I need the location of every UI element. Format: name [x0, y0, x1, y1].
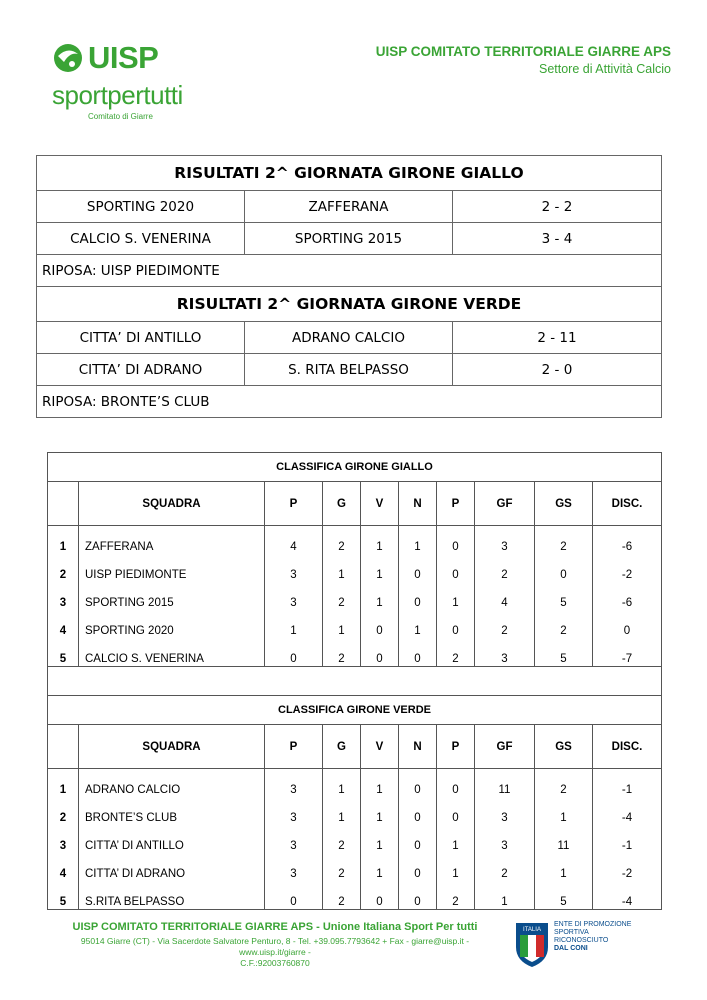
footer-address [50, 936, 500, 969]
rank-cell: 1 [48, 769, 79, 798]
match-away: ZAFFERANA [245, 191, 453, 223]
results-title-giallo: RISULTATI 2^ GIORNATA GIRONE GIALLO [37, 156, 662, 191]
table-row [48, 582, 662, 610]
match-score: 2 - 2 [453, 191, 662, 223]
rank-cell: 5 [48, 638, 79, 667]
stat-cell: -7 [593, 638, 662, 667]
rank-cell: 5 [48, 881, 79, 910]
standings-header-row [48, 725, 662, 769]
footer-address-line: 95014 Giarre (CT) - Via Sacerdote Salvatore Penturo, 8 - Tel. +39.095.7793642 + Fax - giarre@uisp.it - www.uisp.it/giarre - [80, 936, 470, 957]
stat-cell: 2 [535, 526, 593, 555]
coni-line: SPORTIVA [554, 929, 589, 936]
column-header: GS [535, 725, 593, 769]
stat-cell: 2 [475, 554, 535, 582]
match-away: S. RITA BELPASSO [245, 354, 453, 386]
footer-org-line: UISP COMITATO TERRITORIALE GIARRE APS - Unione Italiana Sport Per tutti [72, 921, 478, 933]
match-home: CITTA’ DI ADRANO [37, 354, 245, 386]
column-header: SQUADRA [79, 725, 265, 769]
group-separator [48, 667, 662, 696]
org-subtitle: Settore di Attività Calcio [538, 62, 671, 76]
org-title: UISP COMITATO TERRITORIALE GIARRE APS [375, 44, 671, 59]
stat-cell: 1 [323, 769, 361, 798]
stat-cell: 4 [475, 582, 535, 610]
coni-line: DAL CONI [554, 945, 588, 952]
stat-cell: 1 [437, 825, 475, 853]
stat-cell: 0 [265, 881, 323, 910]
stat-cell: 0 [399, 769, 437, 798]
team-cell: ADRANO CALCIO [79, 769, 265, 798]
column-header: P [265, 725, 323, 769]
rank-header [48, 725, 79, 769]
team-cell: CALCIO S. VENERINA [79, 638, 265, 667]
results-table [36, 155, 662, 418]
team-cell: ZAFFERANA [79, 526, 265, 555]
stat-cell: 1 [361, 825, 399, 853]
stat-cell: 0 [437, 526, 475, 555]
table-row [48, 825, 662, 853]
table-row [48, 554, 662, 582]
stat-cell: 0 [399, 582, 437, 610]
rest-team-giallo: RIPOSA: UISP PIEDIMONTE [37, 255, 662, 287]
stat-cell: 0 [399, 881, 437, 910]
footer-tax-code: C.F.:92003760870 [240, 958, 310, 968]
rank-header [48, 482, 79, 526]
stat-cell: 3 [475, 797, 535, 825]
stat-cell: 2 [475, 610, 535, 638]
stat-cell: 1 [323, 610, 361, 638]
stat-cell: 1 [475, 881, 535, 910]
column-header: DISC. [593, 482, 662, 526]
stat-cell: 3 [265, 797, 323, 825]
rank-cell: 4 [48, 610, 79, 638]
stat-cell: 1 [361, 582, 399, 610]
team-cell: CITTA’ DI ADRANO [79, 853, 265, 881]
team-cell: BRONTE’S CLUB [79, 797, 265, 825]
column-header: GS [535, 482, 593, 526]
stat-cell: 0 [399, 554, 437, 582]
stat-cell: 2 [437, 881, 475, 910]
match-away: SPORTING 2015 [245, 223, 453, 255]
column-header: P [265, 482, 323, 526]
rank-cell: 3 [48, 825, 79, 853]
table-row [48, 769, 662, 798]
stat-cell: 0 [399, 638, 437, 667]
stat-cell: 2 [475, 853, 535, 881]
match-row [37, 354, 662, 386]
stat-cell: 2 [323, 881, 361, 910]
stat-cell: 0 [437, 610, 475, 638]
rest-team-verde: RIPOSA: BRONTE’S CLUB [37, 386, 662, 418]
coni-line: RICONOSCIUTO [554, 937, 609, 944]
stat-cell: -4 [593, 881, 662, 910]
stat-cell: 3 [265, 769, 323, 798]
stat-cell: 1 [437, 853, 475, 881]
stat-cell: 3 [265, 853, 323, 881]
stat-cell: 0 [361, 881, 399, 910]
stat-cell: 2 [323, 638, 361, 667]
column-header: SQUADRA [79, 482, 265, 526]
stat-cell: 0 [593, 610, 662, 638]
stat-cell: 1 [323, 797, 361, 825]
results-title-verde: RISULTATI 2^ GIORNATA GIRONE VERDE [37, 287, 662, 322]
column-header: P [437, 482, 475, 526]
column-header: G [323, 482, 361, 526]
stat-cell: 3 [475, 825, 535, 853]
stat-cell: 0 [265, 638, 323, 667]
column-header: V [361, 482, 399, 526]
stat-cell: 3 [265, 825, 323, 853]
logo-sportpertutti-text: sportpertutti [52, 80, 183, 110]
standings-table [47, 452, 662, 910]
stat-cell: 1 [399, 526, 437, 555]
column-header: N [399, 482, 437, 526]
rank-cell: 2 [48, 797, 79, 825]
match-row [37, 191, 662, 223]
rank-cell: 3 [48, 582, 79, 610]
rank-cell: 4 [48, 853, 79, 881]
stat-cell: 0 [437, 797, 475, 825]
standings-header-row [48, 482, 662, 526]
stat-cell: 1 [399, 610, 437, 638]
coni-text [554, 921, 631, 953]
stat-cell: 0 [399, 797, 437, 825]
stat-cell: 3 [475, 638, 535, 667]
team-cell: CITTA’ DI ANTILLO [79, 825, 265, 853]
coni-line: ENTE DI PROMOZIONE [554, 921, 632, 928]
rank-cell: 1 [48, 526, 79, 555]
stat-cell: -6 [593, 526, 662, 555]
stat-cell: 1 [323, 554, 361, 582]
stat-cell: -2 [593, 853, 662, 881]
table-row [48, 881, 662, 910]
stat-cell: 0 [437, 554, 475, 582]
column-header: GF [475, 482, 535, 526]
stat-cell: 0 [361, 638, 399, 667]
standings-title-giallo: CLASSIFICA GIRONE GIALLO [48, 453, 662, 482]
stat-cell: 5 [535, 881, 593, 910]
stat-cell: 3 [265, 582, 323, 610]
table-row [48, 610, 662, 638]
match-home: CITTA’ DI ANTILLO [37, 322, 245, 354]
table-row [48, 853, 662, 881]
stat-cell: 0 [361, 610, 399, 638]
stat-cell: 0 [437, 769, 475, 798]
stat-cell: 1 [361, 526, 399, 555]
stat-cell: -1 [593, 769, 662, 798]
italia-shield-icon [514, 921, 550, 969]
standings-title-verde: CLASSIFICA GIRONE VERDE [48, 696, 662, 725]
stat-cell: 1 [535, 853, 593, 881]
table-row [48, 638, 662, 667]
stat-cell: 1 [535, 797, 593, 825]
stat-cell: 1 [361, 797, 399, 825]
stat-cell: 2 [437, 638, 475, 667]
uisp-logo [48, 38, 208, 124]
coni-badge [514, 921, 644, 969]
match-row [37, 322, 662, 354]
stat-cell: 2 [323, 853, 361, 881]
team-cell: UISP PIEDIMONTE [79, 554, 265, 582]
coni-badge-label: ITALIA [523, 927, 541, 933]
stat-cell: 1 [361, 554, 399, 582]
team-cell: SPORTING 2020 [79, 610, 265, 638]
stat-cell: 2 [323, 526, 361, 555]
stat-cell: 5 [535, 638, 593, 667]
stat-cell: 0 [399, 825, 437, 853]
match-row [37, 223, 662, 255]
stat-cell: 1 [265, 610, 323, 638]
uisp-runner-icon [52, 42, 84, 74]
logo-uisp-text: UISP [88, 40, 159, 75]
rank-cell: 2 [48, 554, 79, 582]
table-row [48, 526, 662, 555]
stat-cell: 1 [361, 769, 399, 798]
match-home: SPORTING 2020 [37, 191, 245, 223]
stat-cell: 5 [535, 582, 593, 610]
match-away: ADRANO CALCIO [245, 322, 453, 354]
column-header: V [361, 725, 399, 769]
stat-cell: -2 [593, 554, 662, 582]
stat-cell: 1 [361, 853, 399, 881]
match-score: 2 - 0 [453, 354, 662, 386]
team-cell: S.RITA BELPASSO [79, 881, 265, 910]
stat-cell: 2 [323, 582, 361, 610]
stat-cell: 2 [535, 769, 593, 798]
stat-cell: -4 [593, 797, 662, 825]
stat-cell: -6 [593, 582, 662, 610]
match-home: CALCIO S. VENERINA [37, 223, 245, 255]
stat-cell: -1 [593, 825, 662, 853]
stat-cell: 0 [399, 853, 437, 881]
stat-cell: 11 [535, 825, 593, 853]
team-cell: SPORTING 2015 [79, 582, 265, 610]
column-header: P [437, 725, 475, 769]
stat-cell: 2 [323, 825, 361, 853]
match-score: 3 - 4 [453, 223, 662, 255]
stat-cell: 4 [265, 526, 323, 555]
column-header: GF [475, 725, 535, 769]
stat-cell: 3 [265, 554, 323, 582]
stat-cell: 3 [475, 526, 535, 555]
column-header: N [399, 725, 437, 769]
column-header: G [323, 725, 361, 769]
stat-cell: 11 [475, 769, 535, 798]
stat-cell: 1 [437, 582, 475, 610]
match-score: 2 - 11 [453, 322, 662, 354]
table-row [48, 797, 662, 825]
stat-cell: 2 [535, 610, 593, 638]
column-header: DISC. [593, 725, 662, 769]
stat-cell: 0 [535, 554, 593, 582]
logo-comitato-text: Comitato di Giarre [88, 112, 153, 121]
